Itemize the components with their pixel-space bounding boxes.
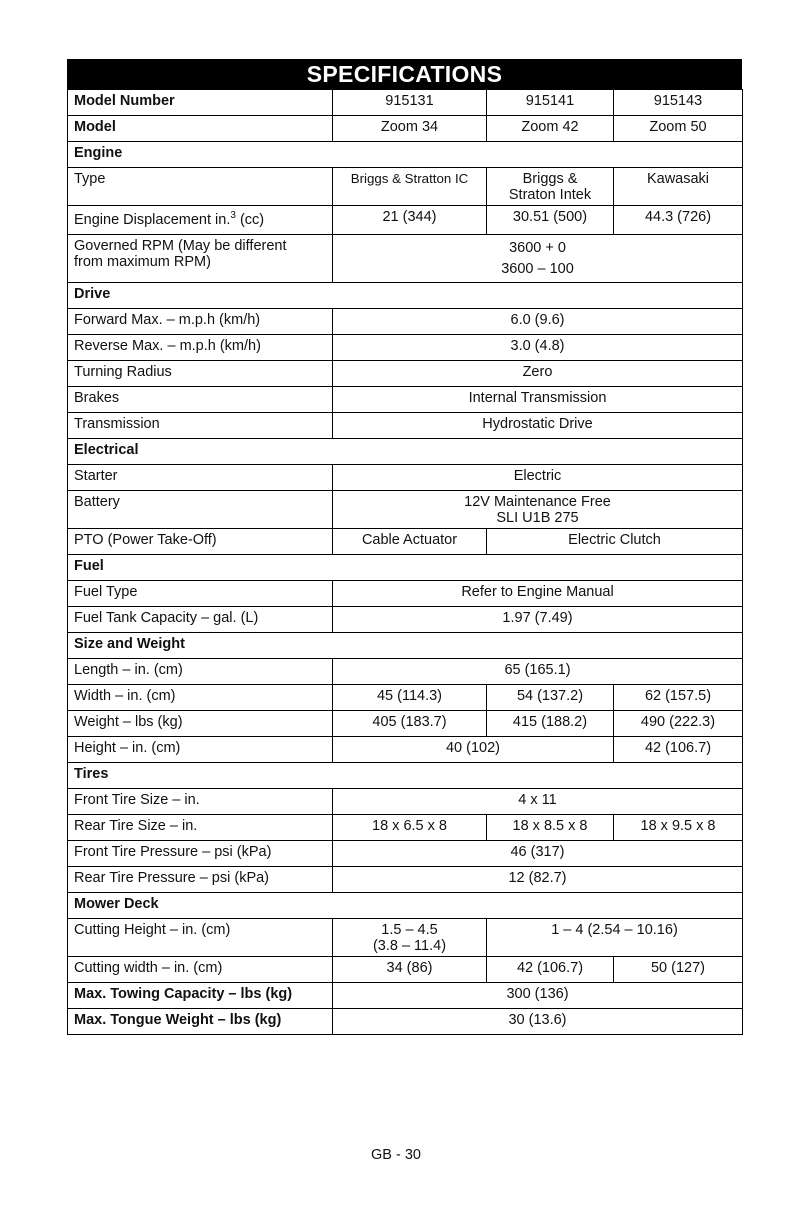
model-zoom-42: Zoom 42 — [487, 116, 614, 142]
row-tongue-weight — [68, 1009, 743, 1035]
row-front-tire-pressure — [68, 841, 743, 867]
model-number-label: Model Number — [68, 90, 333, 116]
row-fuel-type — [68, 581, 743, 607]
row-transmission — [68, 413, 743, 439]
engine-type-915141 — [487, 168, 614, 206]
rear-tire-size-915131: 18 x 6.5 x 8 — [333, 815, 487, 841]
front-tire-size-value: 4 x 11 — [333, 789, 743, 815]
section-mower-deck — [68, 893, 743, 919]
reverse-max-label: Reverse Max. – m.p.h (km/h) — [68, 335, 333, 361]
engine-displacement-915141: 30.51 (500) — [487, 206, 614, 235]
fuel-heading: Fuel — [68, 555, 743, 581]
drive-heading: Drive — [68, 283, 743, 309]
specifications-sheet — [67, 59, 742, 1035]
weight-label: Weight – lbs (kg) — [68, 711, 333, 737]
width-label: Width – in. (cm) — [68, 685, 333, 711]
cutting-width-label: Cutting width – in. (cm) — [68, 957, 333, 983]
section-drive — [68, 283, 743, 309]
starter-label: Starter — [68, 465, 333, 491]
row-engine-displacement — [68, 206, 743, 235]
model-number-915131: 915131 — [333, 90, 487, 116]
brakes-label: Brakes — [68, 387, 333, 413]
front-tire-pressure-label: Front Tire Pressure – psi (kPa) — [68, 841, 333, 867]
fuel-tank-capacity-value: 1.97 (7.49) — [333, 607, 743, 633]
section-size-weight — [68, 633, 743, 659]
cutting-height-915141-915143: 1 – 4 (2.54 – 10.16) — [487, 919, 743, 957]
towing-capacity-value: 300 (136) — [333, 983, 743, 1009]
engine-type-915131: Briggs & Stratton IC — [333, 168, 487, 206]
tires-heading: Tires — [68, 763, 743, 789]
model-number-915141: 915141 — [487, 90, 614, 116]
front-tire-size-label: Front Tire Size – in. — [68, 789, 333, 815]
row-front-tire-size — [68, 789, 743, 815]
front-tire-pressure-value: 46 (317) — [333, 841, 743, 867]
height-915143: 42 (106.7) — [614, 737, 743, 763]
model-zoom-50: Zoom 50 — [614, 116, 743, 142]
rear-tire-size-915141: 18 x 8.5 x 8 — [487, 815, 614, 841]
weight-915131: 405 (183.7) — [333, 711, 487, 737]
page-title: SPECIFICATIONS — [67, 59, 742, 89]
row-weight — [68, 711, 743, 737]
rear-tire-pressure-label: Rear Tire Pressure – psi (kPa) — [68, 867, 333, 893]
length-value: 65 (165.1) — [333, 659, 743, 685]
cutting-height-915131 — [333, 919, 487, 957]
page-number: GB - 30 — [371, 1147, 421, 1163]
turning-radius-label: Turning Radius — [68, 361, 333, 387]
transmission-value: Hydrostatic Drive — [333, 413, 743, 439]
section-electrical — [68, 439, 743, 465]
transmission-label: Transmission — [68, 413, 333, 439]
row-cutting-width — [68, 957, 743, 983]
rear-tire-pressure-value: 12 (82.7) — [333, 867, 743, 893]
cutting-height-915131-line1: 1.5 – 4.5 — [381, 922, 438, 938]
row-width — [68, 685, 743, 711]
electrical-heading: Electrical — [68, 439, 743, 465]
row-cutting-height — [68, 919, 743, 957]
weight-915143: 490 (222.3) — [614, 711, 743, 737]
engine-displacement-915131: 21 (344) — [333, 206, 487, 235]
model-zoom-34: Zoom 34 — [333, 116, 487, 142]
governed-rpm-label — [68, 235, 333, 283]
fuel-tank-capacity-label: Fuel Tank Capacity – gal. (L) — [68, 607, 333, 633]
pto-label: PTO (Power Take-Off) — [68, 529, 333, 555]
row-model-number — [68, 90, 743, 116]
engine-displacement-label — [68, 206, 333, 235]
reverse-max-value: 3.0 (4.8) — [333, 335, 743, 361]
governed-rpm-value-lower: 3600 – 100 — [501, 261, 574, 277]
row-governed-rpm — [68, 235, 743, 283]
tongue-weight-label: Max. Tongue Weight – lbs (kg) — [68, 1009, 333, 1035]
row-length — [68, 659, 743, 685]
weight-915141: 415 (188.2) — [487, 711, 614, 737]
towing-capacity-label: Max. Towing Capacity – lbs (kg) — [68, 983, 333, 1009]
height-915131-915141: 40 (102) — [333, 737, 614, 763]
engine-heading: Engine — [68, 142, 743, 168]
governed-rpm-value-upper: 3600 + 0 — [509, 240, 566, 256]
model-label: Model — [68, 116, 333, 142]
row-pto — [68, 529, 743, 555]
row-model — [68, 116, 743, 142]
cutting-width-915143: 50 (127) — [614, 957, 743, 983]
cutting-height-915131-line2: (3.8 – 11.4) — [372, 938, 447, 954]
section-tires — [68, 763, 743, 789]
pto-value-915131: Cable Actuator — [333, 529, 487, 555]
model-number-915143: 915143 — [614, 90, 743, 116]
row-brakes — [68, 387, 743, 413]
section-fuel — [68, 555, 743, 581]
row-turning-radius — [68, 361, 743, 387]
engine-type-915141-line1: Briggs & — [522, 171, 578, 187]
row-rear-tire-pressure — [68, 867, 743, 893]
row-rear-tire-size — [68, 815, 743, 841]
engine-displacement-superscript: 3 — [230, 210, 236, 222]
cutting-width-915131: 34 (86) — [333, 957, 487, 983]
width-915141: 54 (137.2) — [487, 685, 614, 711]
brakes-value: Internal Transmission — [333, 387, 743, 413]
battery-value — [333, 491, 743, 529]
governed-rpm-label-line2: from maximum RPM) — [74, 254, 211, 270]
battery-value-line1: 12V Maintenance Free — [464, 494, 611, 510]
engine-type-label: Type — [68, 168, 333, 206]
row-towing-capacity — [68, 983, 743, 1009]
rear-tire-size-915143: 18 x 9.5 x 8 — [614, 815, 743, 841]
cutting-height-label: Cutting Height – in. (cm) — [68, 919, 333, 957]
rear-tire-size-label: Rear Tire Size – in. — [68, 815, 333, 841]
turning-radius-value: Zero — [333, 361, 743, 387]
pto-value-915141-915143: Electric Clutch — [487, 529, 743, 555]
width-915143: 62 (157.5) — [614, 685, 743, 711]
engine-displacement-915143: 44.3 (726) — [614, 206, 743, 235]
engine-displacement-unit: (cc) — [235, 212, 265, 228]
battery-label: Battery — [68, 491, 333, 529]
height-label: Height – in. (cm) — [68, 737, 333, 763]
fuel-type-value: Refer to Engine Manual — [333, 581, 743, 607]
engine-displacement-label-text: Engine Displacement in. — [74, 212, 231, 228]
engine-type-915141-line2: Straton Intek — [508, 187, 592, 203]
governed-rpm-label-line1: Governed RPM (May be different — [74, 238, 287, 254]
size-weight-heading: Size and Weight — [68, 633, 743, 659]
spec-table — [67, 89, 743, 1035]
tongue-weight-value: 30 (13.6) — [333, 1009, 743, 1035]
fuel-type-label: Fuel Type — [68, 581, 333, 607]
row-starter — [68, 465, 743, 491]
row-fuel-tank-capacity — [68, 607, 743, 633]
battery-value-line2: SLI U1B 275 — [496, 510, 579, 526]
mower-deck-heading: Mower Deck — [68, 893, 743, 919]
length-label: Length – in. (cm) — [68, 659, 333, 685]
starter-value: Electric — [333, 465, 743, 491]
section-engine — [68, 142, 743, 168]
forward-max-label: Forward Max. – m.p.h (km/h) — [68, 309, 333, 335]
cutting-width-915141: 42 (106.7) — [487, 957, 614, 983]
row-engine-type — [68, 168, 743, 206]
governed-rpm-value — [333, 235, 743, 283]
row-forward-max — [68, 309, 743, 335]
forward-max-value: 6.0 (9.6) — [333, 309, 743, 335]
row-height — [68, 737, 743, 763]
width-915131: 45 (114.3) — [333, 685, 487, 711]
engine-type-915143: Kawasaki — [614, 168, 743, 206]
row-reverse-max — [68, 335, 743, 361]
row-battery — [68, 491, 743, 529]
